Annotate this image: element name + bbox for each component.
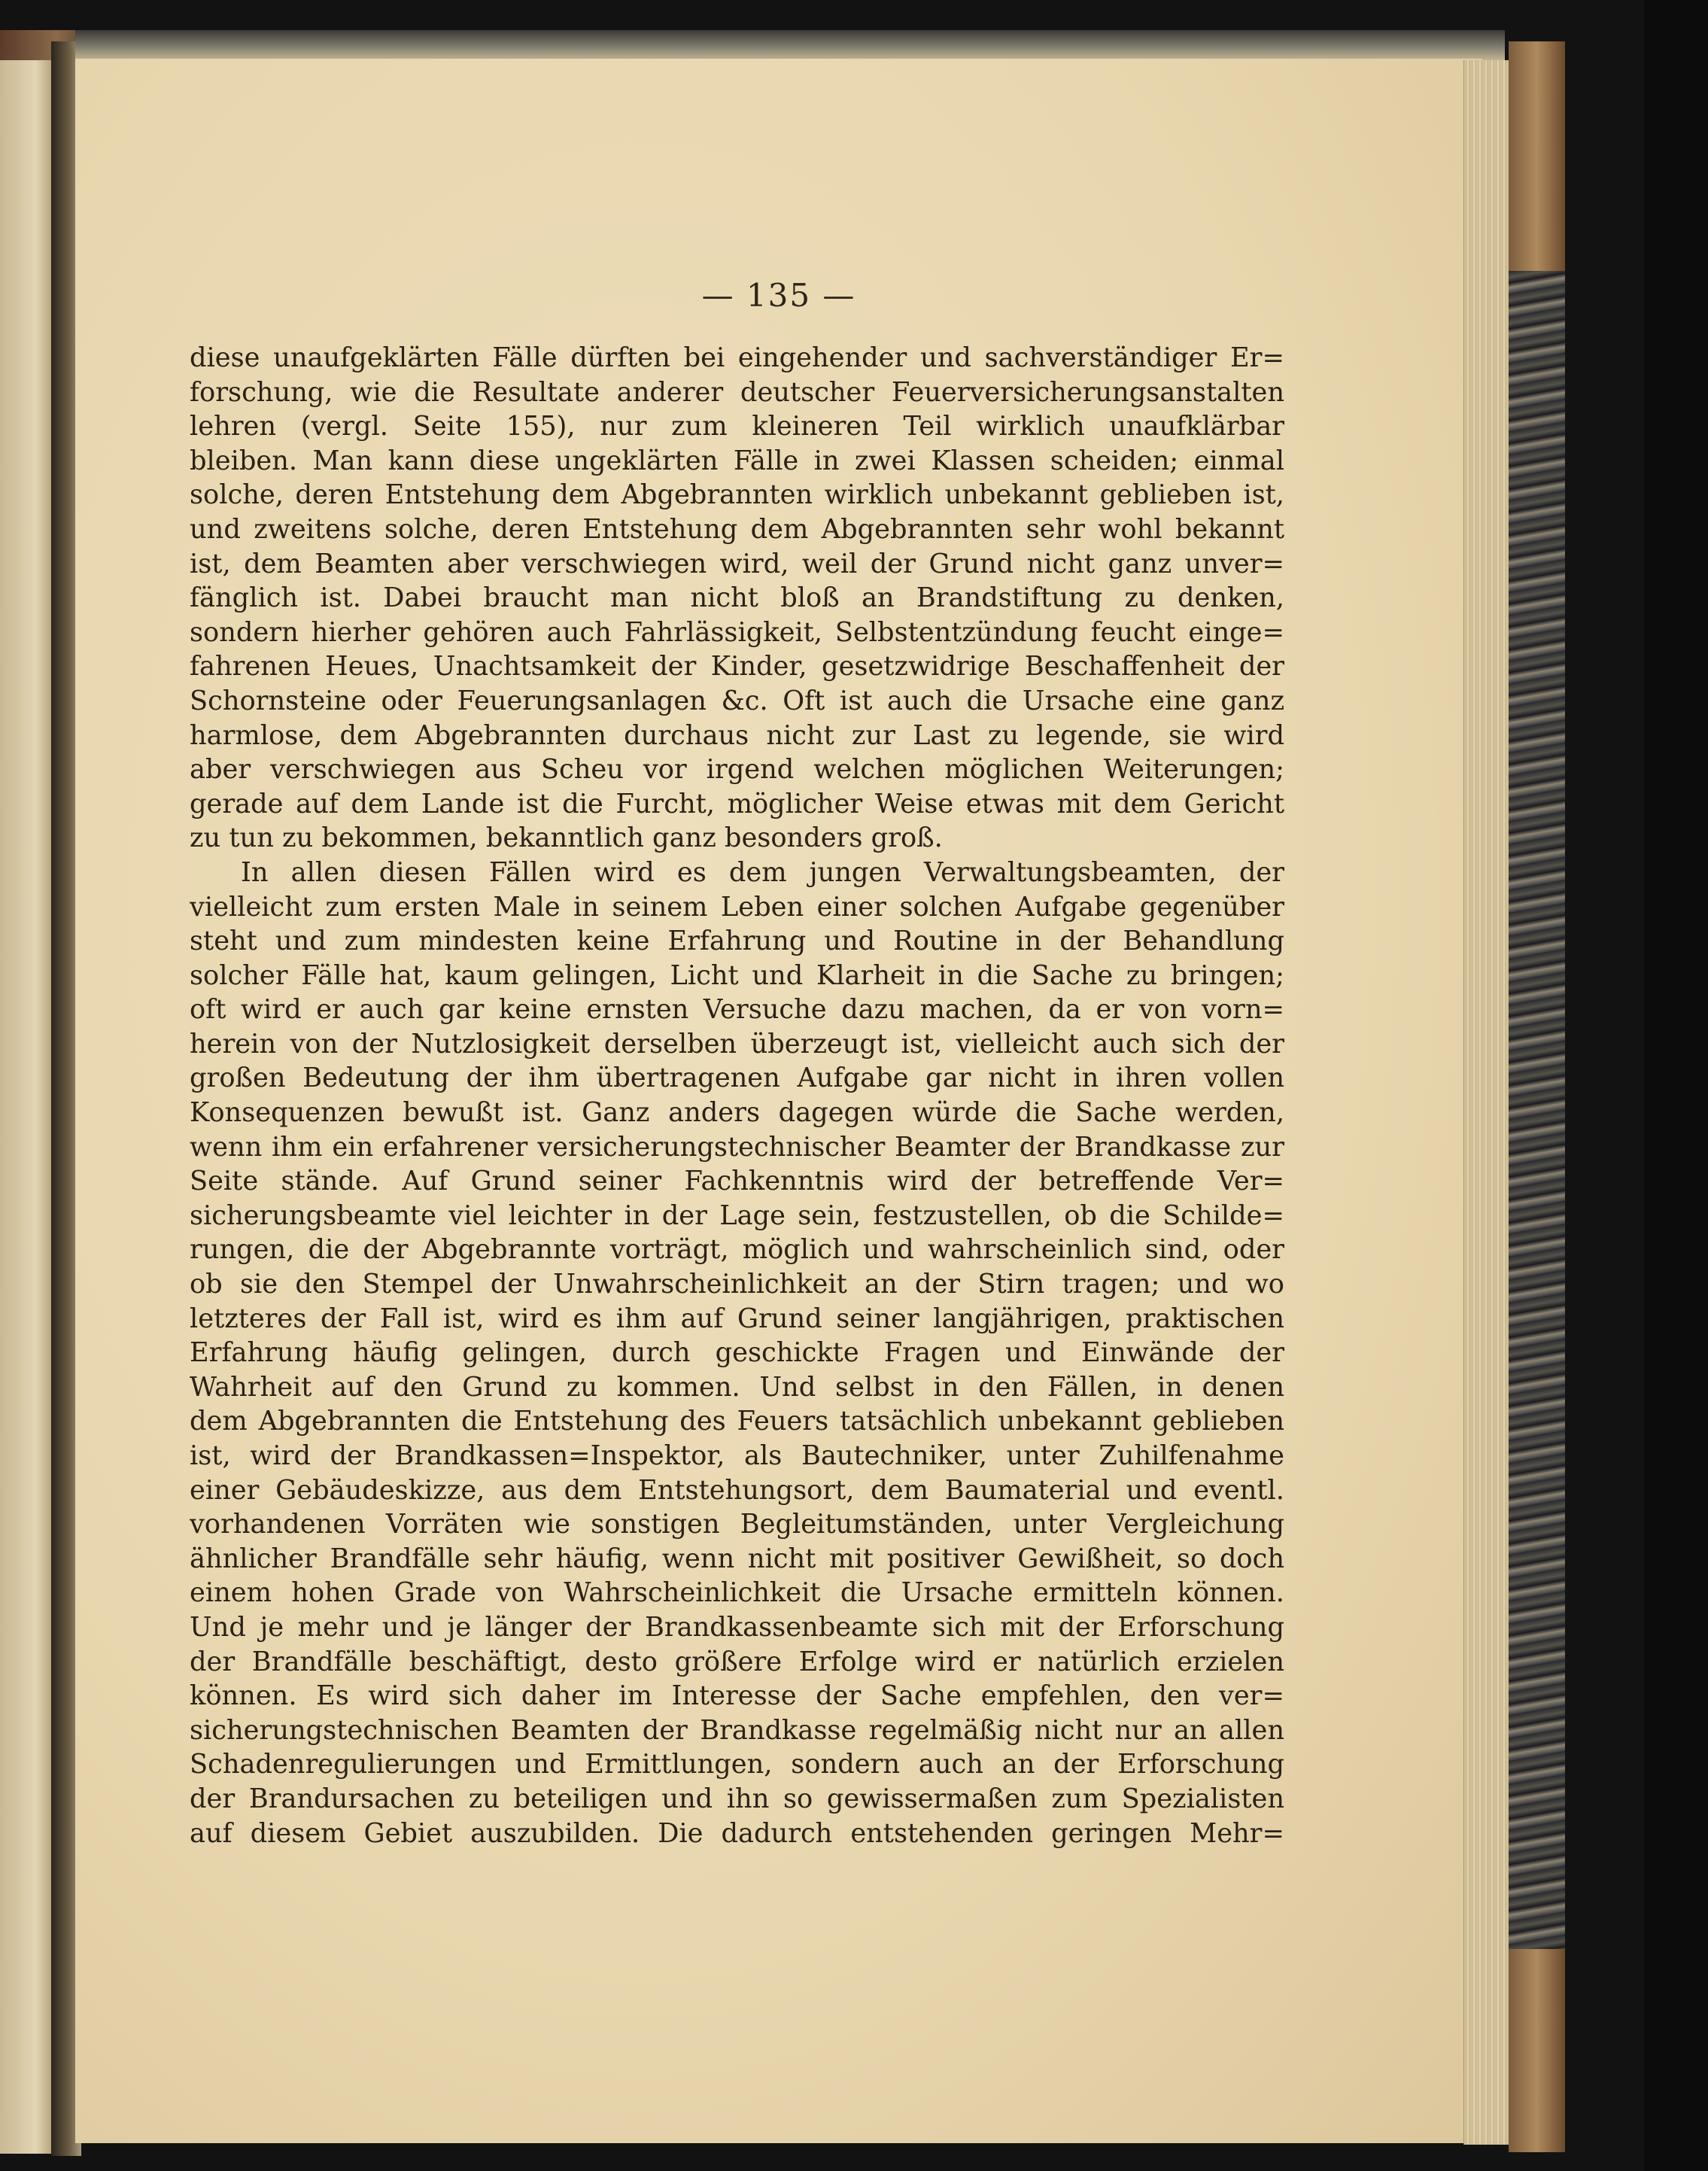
text-line: aber verschwiegen aus Scheu vor irgend welchen möglichen Weiterungen; bbox=[190, 754, 1284, 786]
text-line: sicherungstechnischen Beamten der Brandkasse regelmäßig nicht nur an allen bbox=[190, 1714, 1284, 1746]
text-line: Schornsteine oder Feuerungsanlagen &c. Oft ist auch die Ursache eine ganz bbox=[190, 685, 1284, 716]
facing-page-edge bbox=[0, 47, 53, 2154]
text-line: einer Gebäudeskizze, aus dem Entstehungsort, dem Baumaterial und eventl. bbox=[190, 1474, 1284, 1506]
text-line: sondern hierher gehören auch Fahrlässigkeit, Selbstentzündung feucht einge= bbox=[190, 616, 1284, 648]
scan-background bbox=[1644, 0, 1708, 2171]
text-line: lehren (vergl. Seite 155), nur zum kleineren Teil wirklich unaufklärbar bbox=[190, 411, 1284, 442]
text-line: gerade auf dem Lande ist die Furcht, möglicher Weise etwas mit dem Gericht bbox=[190, 788, 1284, 819]
text-line: forschung, wie die Resultate anderer deutscher Feuerversicherungsanstalten bbox=[190, 376, 1284, 408]
text-line: ist, dem Beamten aber verschwiegen wird, weil der Grund nicht ganz unver= bbox=[190, 548, 1284, 579]
cover-leather-top bbox=[1509, 41, 1565, 275]
text-line: dem Abgebrannten die Entstehung des Feuers tatsächlich unbekannt geblieben bbox=[190, 1406, 1284, 1437]
text-line: ist, wird der Brandkassen=Inspektor, als Bautechniker, unter Zuhilfenahme bbox=[190, 1440, 1284, 1471]
text-line: vielleicht zum ersten Male in seinem Leben einer solchen Aufgabe gegenüber bbox=[190, 891, 1284, 923]
text-line: bleiben. Man kann diese ungeklärten Fälle in zwei Klassen scheiden; einmal bbox=[190, 445, 1284, 476]
text-line: der Brandfälle beschäftigt, desto größere Erfolge wird er natürlich erzielen bbox=[190, 1646, 1284, 1677]
text-line: herein von der Nutzlosigkeit derselben überzeugt ist, vielleicht auch sich der bbox=[190, 1028, 1284, 1060]
text-line: ähnlicher Brandfälle sehr häufig, wenn nicht mit positiver Gewißheit, so doch bbox=[190, 1543, 1284, 1574]
text-line: sicherungsbeamte viel leichter in der Lage sein, festzustellen, ob die Schilde= bbox=[190, 1200, 1284, 1231]
paragraph-start-line: In allen diesen Fällen wird es dem jungen Verwaltungsbeamten, der bbox=[241, 856, 1284, 888]
text-line: rungen, die der Abgebrannte vorträgt, möglich und wahrscheinlich sind, oder bbox=[190, 1234, 1284, 1266]
text-line: vorhandenen Vorräten wie sonstigen Begleitumständen, unter Vergleichung bbox=[190, 1509, 1284, 1540]
text-line: oft wird er auch gar keine ernsten Versuche dazu machen, da er von vorn= bbox=[190, 994, 1284, 1026]
text-line: fahrenen Heues, Unachtsamkeit der Kinder, gesetzwidrige Beschaffenheit der bbox=[190, 651, 1284, 683]
text-line: können. Es wird sich daher im Interesse der Sache empfehlen, den ver= bbox=[190, 1680, 1284, 1712]
marbled-cover bbox=[1509, 271, 1565, 1957]
text-line: Schadenregulierungen und Ermittlungen, sondern auch an der Erforschung bbox=[190, 1749, 1284, 1780]
text-line: letzteres der Fall ist, wird es ihm auf Grund seiner langjährigen, praktischen bbox=[190, 1303, 1284, 1334]
text-line: steht und zum mindesten keine Erfahrung und Routine in der Behandlung bbox=[190, 926, 1284, 957]
text-line: auf diesem Gebiet auszubilden. Die dadurch entstehenden geringen Mehr= bbox=[190, 1817, 1284, 1849]
text-line: diese unaufgeklärten Fälle dürften bei eingehender und sachverständiger Er= bbox=[190, 342, 1284, 373]
text-line: fänglich ist. Dabei braucht man nicht bloß an Brandstiftung zu denken, bbox=[190, 582, 1284, 614]
text-line: ob sie den Stempel der Unwahrscheinlichkeit an der Stirn tragen; und wo bbox=[190, 1269, 1284, 1300]
text-line: großen Bedeutung der ihm übertragenen Aufgabe gar nicht in ihren vollen bbox=[190, 1063, 1284, 1094]
text-line: und zweitens solche, deren Entstehung dem Abgebrannten sehr wohl bekannt bbox=[190, 513, 1284, 545]
text-line: der Brandursachen zu beteiligen und ihn so gewissermaßen zum Spezialisten bbox=[190, 1783, 1284, 1814]
book-page bbox=[75, 59, 1482, 2143]
paragraph-end-line: zu tun zu bekommen, bekanntlich ganz besonders groß. bbox=[190, 822, 943, 854]
page-number: — 135 — bbox=[701, 277, 856, 314]
text-line: einem hohen Grade von Wahrscheinlichkeit die Ursache ermitteln können. bbox=[190, 1577, 1284, 1609]
text-line: wenn ihm ein erfahrener versicherungstechnischer Beamter der Brandkasse zur bbox=[190, 1131, 1284, 1163]
text-line: solche, deren Entstehung dem Abgebrannten wirklich unbekannt geblieben ist, bbox=[190, 479, 1284, 511]
text-line: Konsequenzen bewußt ist. Ganz anders dagegen würde die Sache werden, bbox=[190, 1097, 1284, 1129]
text-line: Wahrheit auf den Grund zu kommen. Und selbst in den Fällen, in denen bbox=[190, 1371, 1284, 1403]
cover-leather-bottom bbox=[1509, 1949, 1565, 2152]
page-body-text bbox=[190, 341, 1284, 1850]
page-stack-edges bbox=[1463, 60, 1509, 2145]
text-line: Seite stände. Auf Grund seiner Fachkenntnis wird der betreffende Ver= bbox=[190, 1166, 1284, 1197]
text-line: solcher Fälle hat, kaum gelingen, Licht und Klarheit in die Sache zu bringen; bbox=[190, 959, 1284, 991]
top-cover-edge bbox=[75, 30, 1505, 62]
text-line: Erfahrung häufig gelingen, durch geschickte Fragen und Einwände der bbox=[190, 1337, 1284, 1369]
text-line: harmlose, dem Abgebrannten durchaus nicht zur Last zu legende, sie wird bbox=[190, 719, 1284, 751]
text-line: Und je mehr und je länger der Brandkassenbeamte sich mit der Erforschung bbox=[190, 1611, 1284, 1643]
